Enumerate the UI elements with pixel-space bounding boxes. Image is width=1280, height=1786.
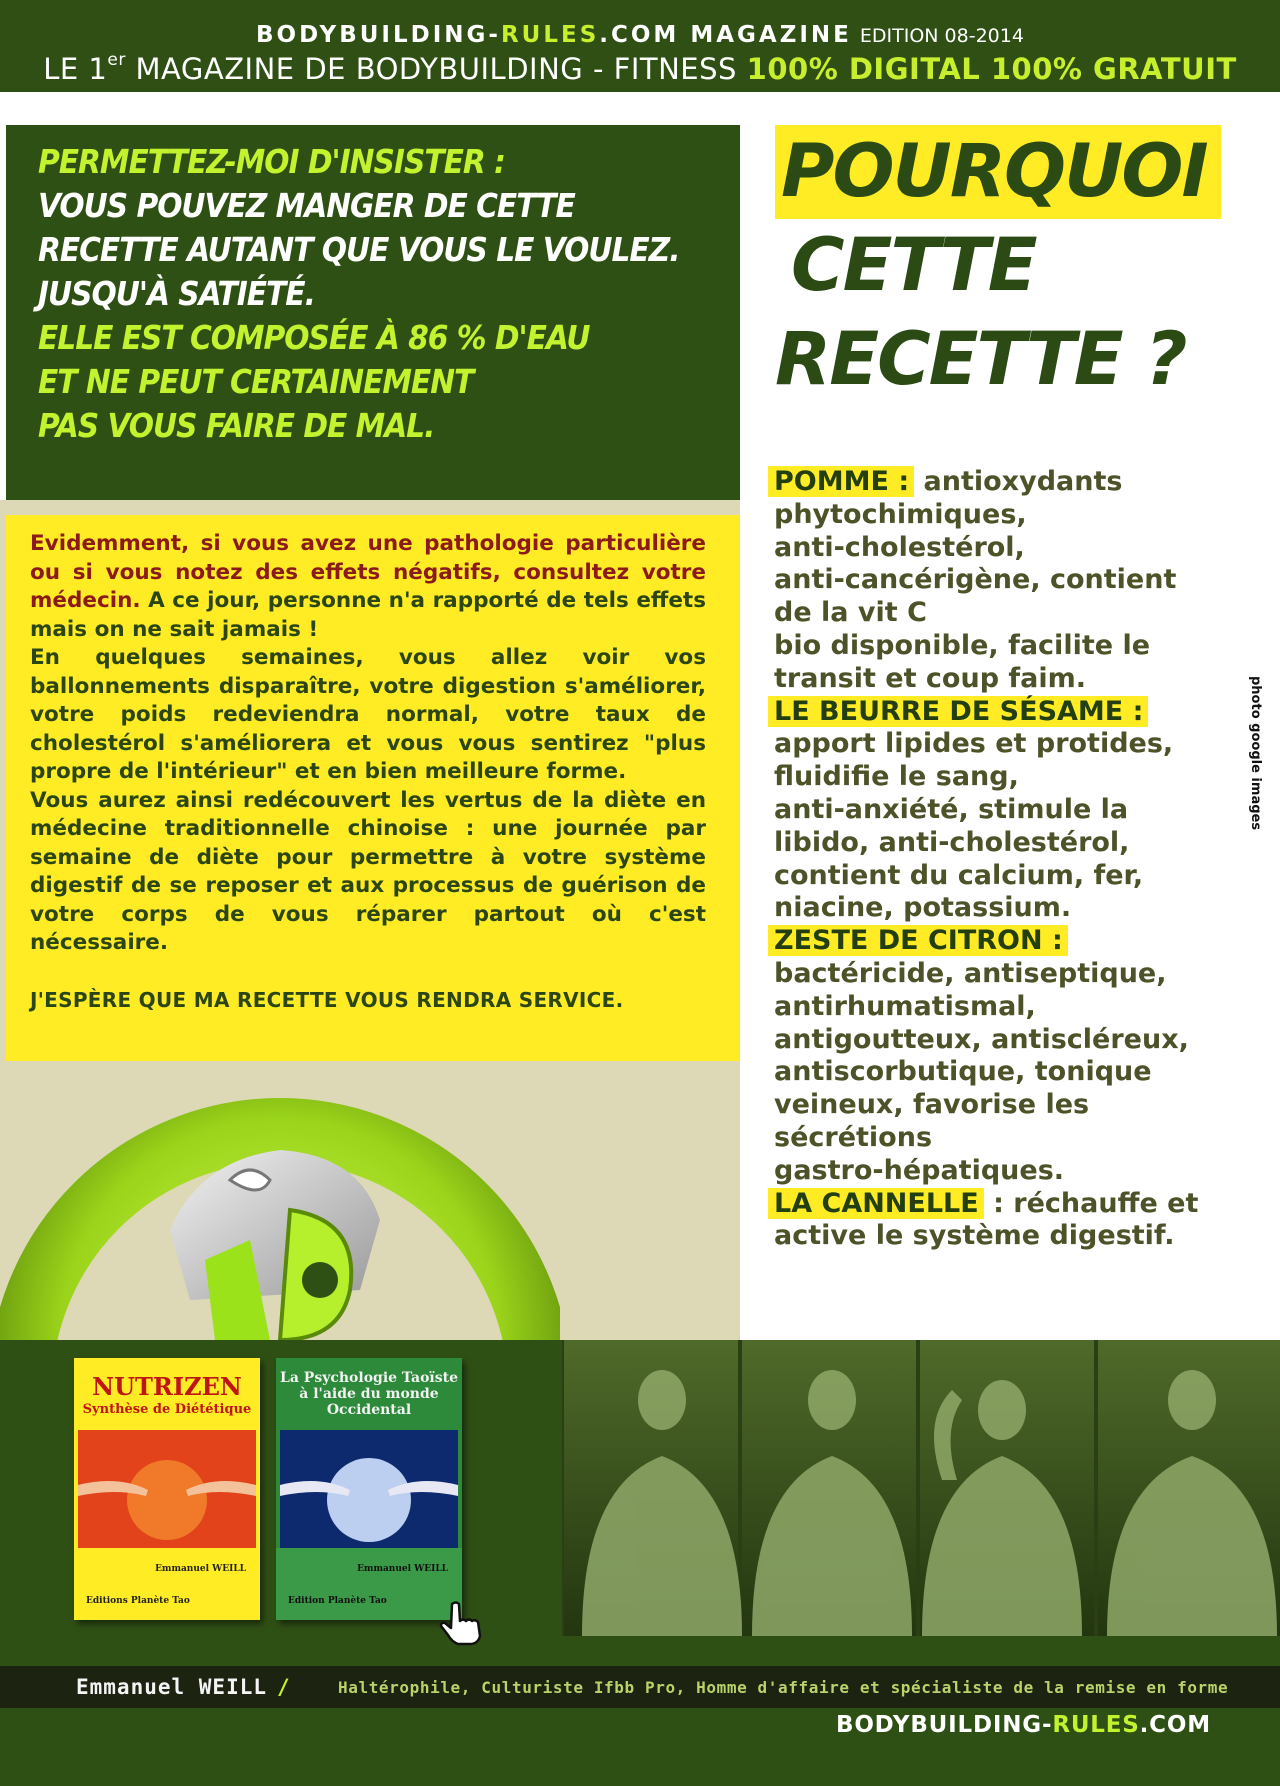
hands-art-icon: [78, 1430, 256, 1548]
bodybuilder-photo-strip: [562, 1340, 1280, 1636]
bodybuilder-photos: [562, 1340, 1280, 1636]
fact-line: phytochimiques,: [774, 498, 1027, 530]
advice-paragraph: Vous aurez ainsi redécouvert les vertus de la diète en médecine traditionnelle chinoise : une journée par semaine de diète pour permettre à votre système digestif de se reposer et aux processus de guérison de votre corps de vous réparer partout où c'est nécessaire.: [30, 787, 706, 955]
title-line: POURQUOI: [775, 125, 1221, 219]
brand-part: BODYBUILDING-: [256, 22, 501, 48]
book-publisher: Editions Planète Tao: [86, 1596, 190, 1606]
intro-line: JUSQU'À SATIÉTÉ.: [38, 274, 315, 313]
fact-line: libido, anti-cholestérol,: [774, 826, 1130, 858]
ingredient-label: LA CANNELLE: [768, 1188, 984, 1219]
title-line: CETTE: [791, 223, 1036, 308]
fact-text: : réchauffe et: [983, 1187, 1199, 1219]
title-line: RECETTE ?: [775, 317, 1186, 402]
fact-line: bactéricide, antiseptique,: [774, 957, 1167, 989]
closing-line: J'ESPÈRE QUE MA RECETTE VOUS RENDRA SERVICE.: [30, 987, 624, 1012]
advice-sentence: A ce jour, personne n'a rapporté de tels effets mais on ne sait jamais !: [30, 588, 706, 642]
book-cover-psychologie-taoiste[interactable]: [276, 1358, 462, 1620]
author-role: Haltérophile, Culturiste Ifbb Pro, Homme d'affaire et spécialiste de la remise en forme: [338, 1678, 1229, 1697]
fact-line: transit et coup faim.: [774, 662, 1087, 694]
intro-line: PERMETTEZ-MOI D'INSISTER :: [38, 142, 505, 181]
fact-line: [774, 696, 1214, 729]
fact-line: niacine, potassium.: [774, 892, 1072, 924]
author-name-text: Emmanuel WEILL: [76, 1675, 268, 1699]
fact-line: gastro-hépatiques.: [774, 1154, 1065, 1186]
fact-line: apport lipides et protides,: [774, 728, 1174, 760]
ingredient-label: ZESTE DE CITRON :: [768, 925, 1068, 956]
ingredient-benefits: [774, 466, 1214, 1253]
brand-accent: RULES: [500, 22, 600, 48]
fact-line: antirhumatismal,: [774, 990, 1036, 1022]
advice-paragraph: En quelques semaines, vous allez voir vos ballonnements disparaître, votre digestion s'améliorer, votre poids redeviendra normal, votre taux de cholestérol s'améliorera et vous vous sentirez "plus propre de l'intérieur" et en bien meilleure forme.: [30, 645, 706, 784]
fact-line: [774, 925, 1214, 958]
author-separator: /: [277, 1675, 291, 1699]
book-title: NUTRIZEN: [92, 1372, 242, 1401]
intro-line: RECETTE AUTANT QUE VOUS LE VOULEZ.: [38, 230, 680, 269]
section-title: [775, 125, 1221, 407]
hand-pointer-icon: [438, 1600, 488, 1646]
tagline-part: LE 1: [43, 52, 108, 86]
fact-text: antioxydants: [923, 466, 1123, 497]
intro-line: VOUS POUVEZ MANGER DE CETTE: [38, 186, 575, 225]
ingredient-label: POMME :: [768, 466, 914, 497]
fact-line: anti-anxiété, stimule la: [774, 793, 1129, 825]
fact-line: bio disponible, facilite le: [774, 629, 1151, 661]
hands-art-icon: [280, 1430, 458, 1548]
fact-line: [774, 1188, 1214, 1221]
fact-line: [774, 466, 1214, 499]
fact-line: antigoutteux, antiscléreux,: [774, 1023, 1189, 1055]
edition-label: EDITION 08-2014: [859, 25, 1024, 47]
book-cover-nutrizen[interactable]: [74, 1358, 260, 1620]
footer-site-link[interactable]: [836, 1712, 1211, 1738]
fact-line: anti-cholestérol,: [774, 531, 1025, 563]
brand-part: .COM MAGAZINE: [599, 22, 852, 48]
book-title: La Psychologie Taoïste à l'aide du monde Occidental: [280, 1370, 458, 1418]
book-author: Emmanuel WEILL: [155, 1564, 246, 1574]
tagline-accent: 100% DIGITAL 100% GRATUIT: [746, 52, 1237, 86]
tagline-part: MAGAZINE DE BODYBUILDING - FITNESS: [125, 52, 747, 86]
fact-line: active le système digestif.: [774, 1220, 1175, 1252]
book-subtitle: Synthèse de Diététique: [82, 1402, 252, 1417]
intro-line: ET NE PEUT CERTAINEMENT: [38, 362, 474, 401]
advice-paragraph: [30, 530, 706, 644]
site-part: .COM: [1139, 1712, 1211, 1738]
intro-line: PAS VOUS FAIRE DE MAL.: [38, 406, 435, 445]
warning-text: Evidemment, si vous avez une pathologie particulière ou si vous notez des effets négatifs, consultez votre médecin.: [30, 531, 706, 613]
fact-line: veineux, favorise les: [774, 1089, 1090, 1121]
photo-credit: photo google images: [1248, 676, 1263, 831]
magazine-header: [0, 0, 1280, 92]
book-author: Emmanuel WEILL: [357, 1564, 448, 1574]
advice-text: [30, 530, 706, 1014]
fact-line: contient du calcium, fer,: [774, 859, 1144, 891]
fact-line: anti-cancérigène, contient: [774, 564, 1177, 596]
author-name: [76, 1675, 299, 1699]
fact-line: de la vit C: [774, 597, 927, 629]
intro-text: [38, 140, 728, 448]
book-lower-band: [276, 1548, 462, 1620]
site-accent: RULES: [1052, 1712, 1140, 1738]
fact-line: fluidifie le sang,: [774, 761, 1019, 793]
book-publisher: Edition Planète Tao: [288, 1596, 387, 1606]
magazine-title: [0, 22, 1280, 48]
magazine-tagline: [0, 50, 1280, 86]
ingredient-label: LE BEURRE DE SÉSAME :: [768, 696, 1148, 727]
tagline-sup: er: [107, 50, 126, 70]
fact-line: antiscorbutique, tonique: [774, 1056, 1152, 1088]
site-part: BODYBUILDING-: [836, 1712, 1053, 1738]
logo-ring-icon: [0, 1090, 560, 1340]
decorative-logo: [0, 1090, 560, 1340]
fact-line: sécrétions: [774, 1121, 933, 1153]
intro-line: ELLE EST COMPOSÉE À 86 % D'EAU: [38, 318, 590, 357]
